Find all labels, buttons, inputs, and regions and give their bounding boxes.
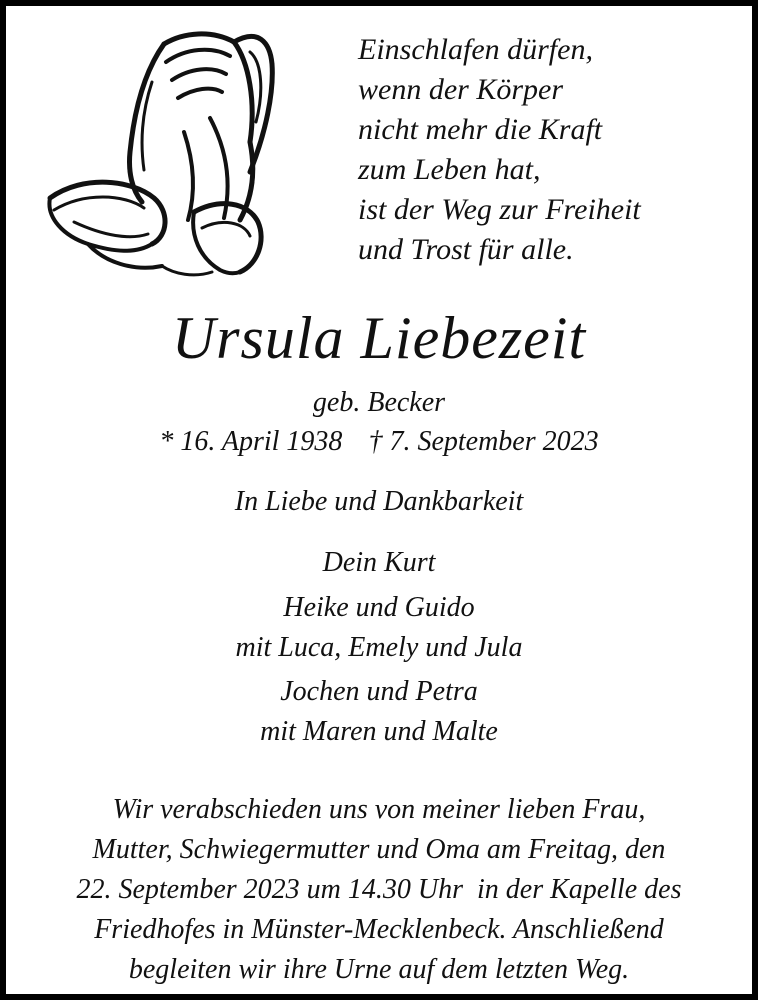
announcement-line: 22. September 2023 um 14.30 Uhr in der Kapelle des (76, 874, 682, 905)
announcement-line: Friedhofes in Münster-Mecklenbeck. Anschließend (94, 914, 664, 945)
announcement-line: Wir verabschieden uns von meiner lieben Frau, (112, 794, 646, 825)
poem-line: wenn der Körper (358, 73, 563, 106)
announcement-line: Mutter, Schwiegermutter und Oma am Freitag, den (92, 834, 666, 865)
poem-line: nicht mehr die Kraft (358, 113, 603, 146)
family-group-heike (6, 588, 752, 668)
deceased-name: Ursula Liebezeit (171, 305, 587, 371)
family-group-jochen (6, 672, 752, 752)
family-line: Jochen und Petra (280, 676, 478, 707)
family-line: mit Maren und Malte (260, 716, 498, 747)
family-line: Heike und Guido (283, 592, 475, 623)
announcement-line: begleiten wir ihre Urne auf dem letzten Weg. (128, 954, 630, 985)
funeral-announcement (6, 790, 752, 990)
life-dates (6, 425, 752, 459)
poem-line: Einschlafen dürfen, (358, 33, 593, 66)
birth-name: geb. Becker (312, 387, 446, 418)
family-line: mit Luca, Emely und Jula (235, 632, 523, 663)
dedication: In Liebe und Dankbarkeit (234, 486, 524, 517)
poem-line: zum Leben hat, (358, 153, 541, 186)
family-group-kurt (6, 543, 752, 583)
birth-date: * 16. April 1938 (159, 426, 343, 457)
praying-hands-icon (44, 22, 288, 282)
death-date: † 7. September 2023 (368, 426, 599, 457)
family-line: Dein Kurt (322, 547, 436, 578)
poem (358, 30, 738, 270)
poem-line: ist der Weg zur Freiheit (358, 193, 641, 226)
poem-line: und Trost für alle. (358, 233, 574, 266)
